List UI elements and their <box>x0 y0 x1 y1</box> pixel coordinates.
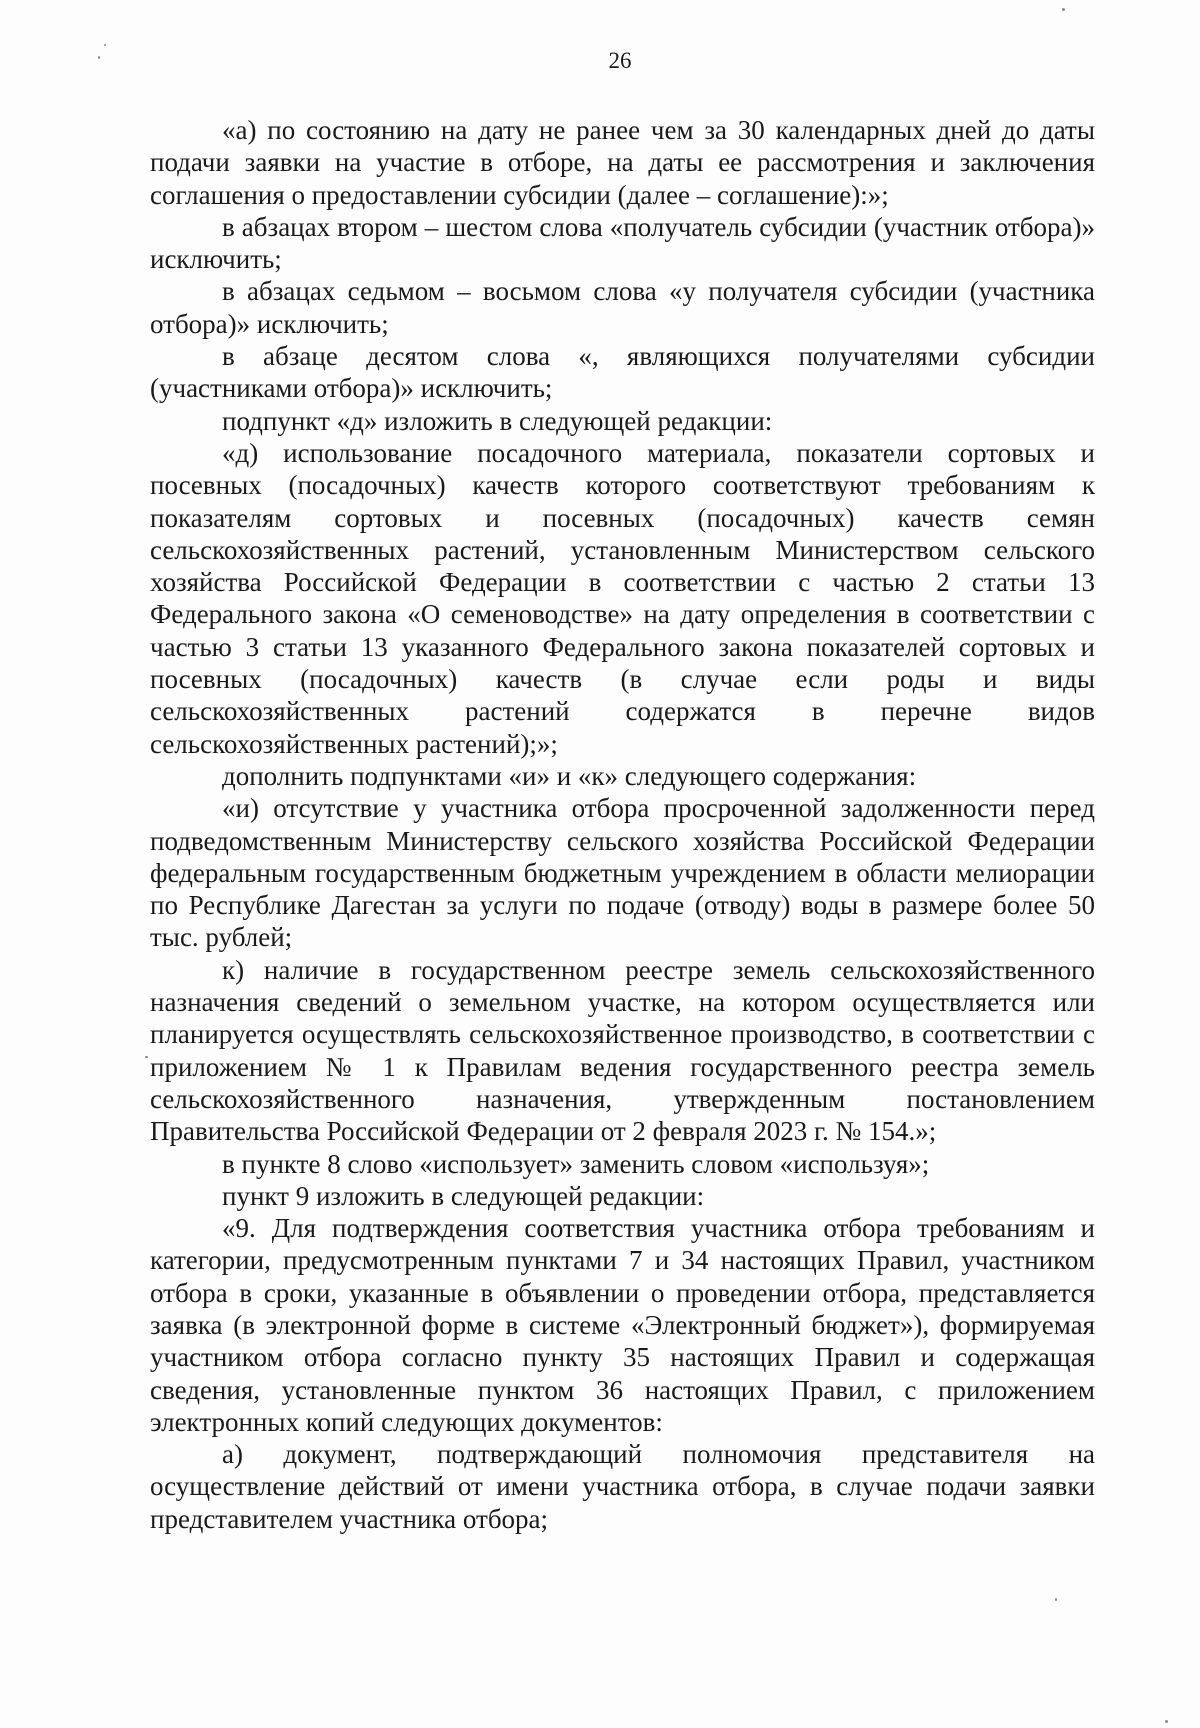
paragraph-item-8: в пункте 8 слово «использует» заменить словом «используя»; <box>222 1148 930 1179</box>
paragraph-item-9: «9. Для подтверждения соответствия участника отбора требованиям и категории, предусмотренным пунктами 7 и 34 настоящих Правил, участником отбора в сроки, указанные в объявлении о проведении отбора, представляется заявка (в электронной форме в системе «Электронный бюджет»), формируемая участником отбора согласно пункту 35 настоящих Правил и содержащая сведения, установленные пунктом 36 настоящих Правил, с приложением электронных копий следующих документов: <box>150 1213 1095 1437</box>
paragraph-subitem-a: «а) по состоянию на дату не ранее чем за 30 календарных дней до даты подачи заявки на участие в отборе, на даты ее рассмотрения и заключения соглашения о предоставлении субсидии (далее – соглашение):»; <box>150 115 1095 210</box>
scan-speck <box>104 44 106 46</box>
page-number: 26 <box>608 48 632 73</box>
scan-speck <box>1062 8 1065 11</box>
scan-speck <box>1055 1598 1057 1601</box>
scan-speck <box>98 56 100 59</box>
document-body <box>150 114 1095 1535</box>
scan-speck <box>145 1056 148 1058</box>
paragraph-amend-7-8: в абзацах седьмом – восьмом слова «у получателя субсидии (участника отбора)» исключить; <box>150 276 1095 339</box>
paragraph-item-9-intro: пункт 9 изложить в следующей редакции: <box>222 1180 705 1211</box>
paragraph-subitem-k: к) наличие в государственном реестре земель сельскохозяйственного назначения сведений о земельном участке, на котором осуществляется или планируется осуществлять сельскохозяйственное производство, в соответствии с приложением № 1 к Правилам ведения государственного реестра земель сельскохозяйственного назначения, утвержденным постановлением Правительства Российской Федерации от 2 февраля 2023 г. № 154.»; <box>150 954 1095 1147</box>
paragraph-subitem-d: «д) использование посадочного материала, показатели сортовых и посевных (посадочных) качеств которого соответствуют требованиям к показателям сортовых и посевных (посадочных) качеств семян сельскохозяйственных растений, установленным Министерством сельского хозяйства Российской Федерации в соответствии с частью 2 статьи 13 Федерального закона «О семеноводстве» на дату определения в соответствии с частью 3 статьи 13 указанного Федерального закона показателей сортовых и посевных (посадочных) качеств (в случае если роды и виды сельскохозяйственных растений содержатся в перечне видов сельскохозяйственных растений);»; <box>150 437 1095 759</box>
paragraph-amend-10: в абзаце десятом слова «, являющихся получателями субсидии (участниками отбора)» исключить; <box>150 341 1095 404</box>
paragraph-amend-2-6: в абзацах втором – шестом слова «получатель субсидии (участник отбора)» исключить; <box>150 211 1095 275</box>
paragraph-subitem-i: «и) отсутствие у участника отбора просроченной задолженности перед подведомственным Министерству сельского хозяйства Российской Федерации федеральным государственным бюджетным учреждением в области мелиорации по Республике Дагестан за услуги по подаче (отводу) воды в размере более 50 тыс. рублей; <box>150 793 1095 953</box>
scan-speck <box>1165 1720 1168 1723</box>
paragraph-subitem-d-intro: подпункт «д» изложить в следующей редакции: <box>222 405 773 436</box>
paragraph-item-9-a: а) документ, подтверждающий полномочия представителя на осуществление действий от имени участника отбора, в случае подачи заявки представителем участника отбора; <box>150 1439 1095 1534</box>
paragraph-add-i-k-intro: дополнить подпунктами «и» и «к» следующего содержания: <box>222 760 917 791</box>
